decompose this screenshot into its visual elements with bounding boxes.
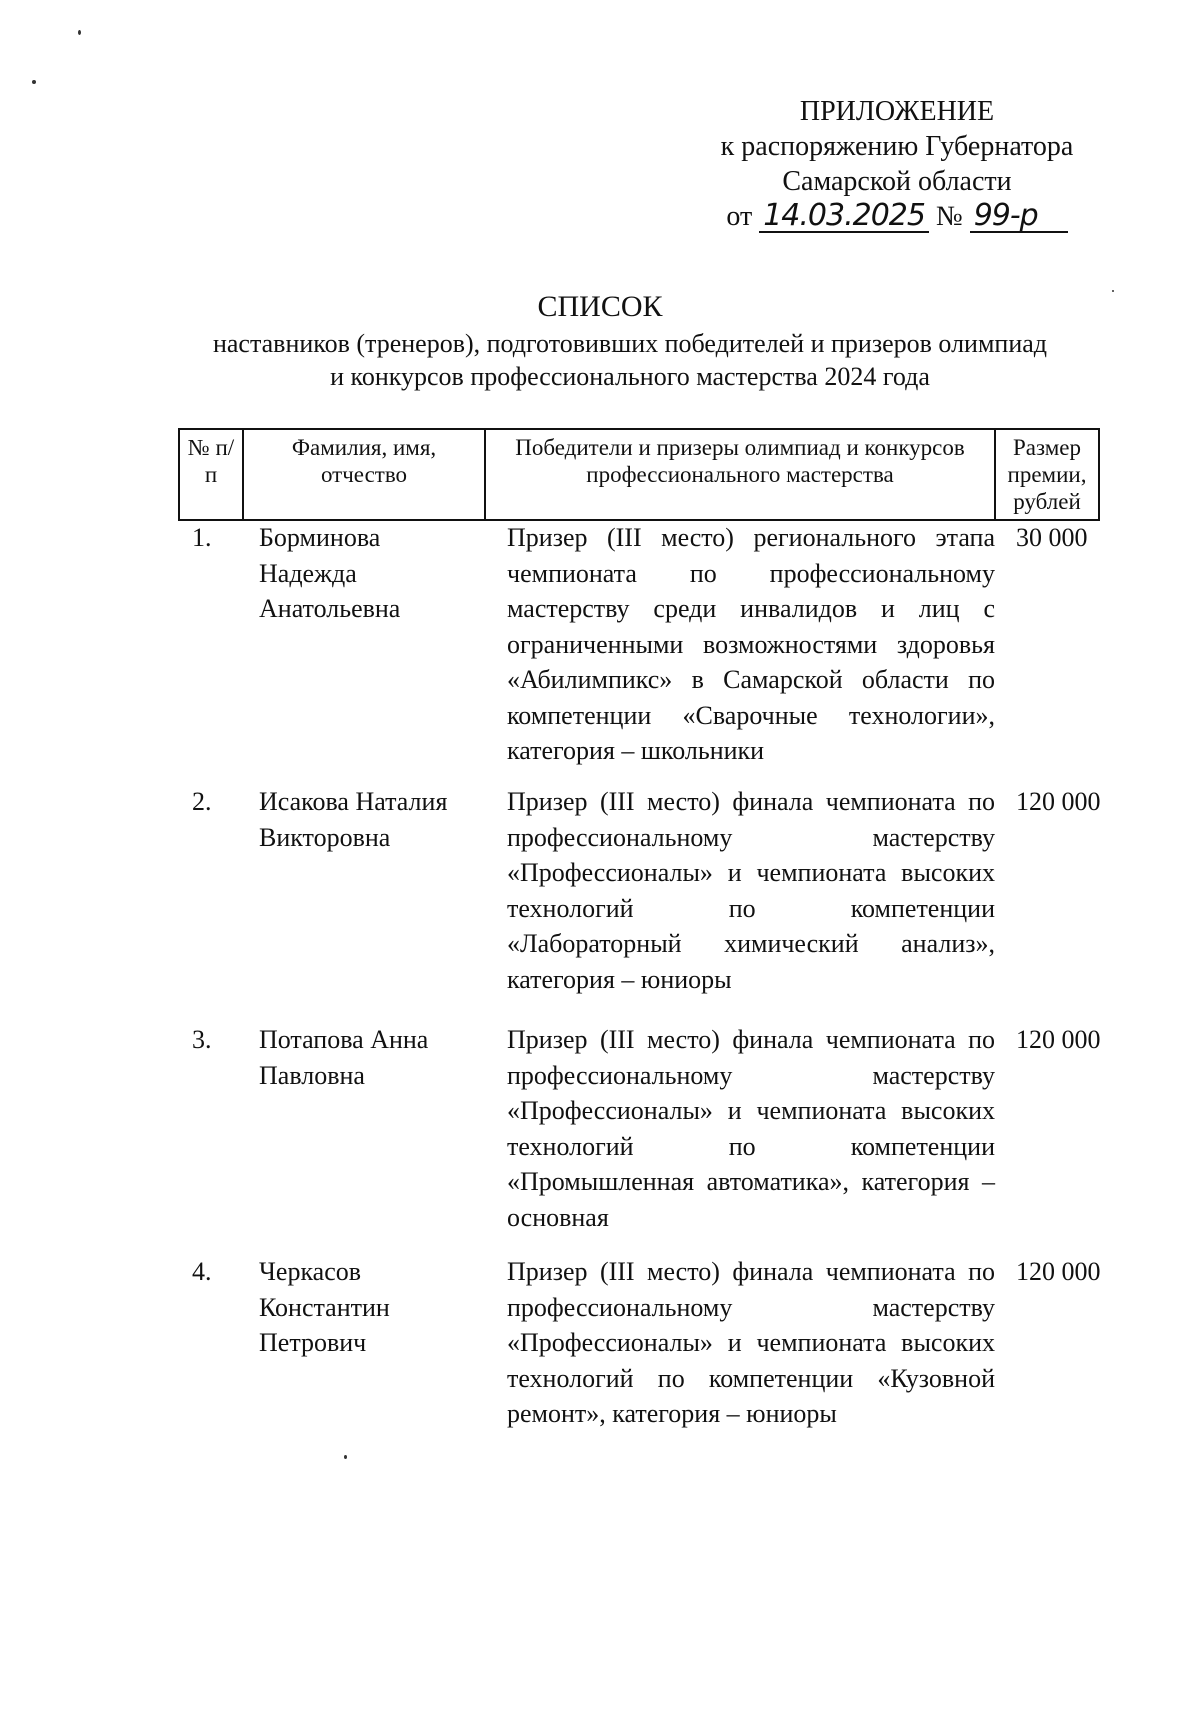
appendix-block <box>687 94 1107 234</box>
date-prefix: от <box>726 201 753 232</box>
appendix-line-2: Самарской области <box>782 166 1012 197</box>
header-winners: Победители и призеры олимпиад и конкурсов профессионального мастерства <box>485 429 995 520</box>
scan-speck <box>344 1455 347 1459</box>
row-number: 2. <box>192 787 212 816</box>
row-name: Потапова Анна Павловна <box>259 1025 429 1090</box>
row-name: Исакова Наталия Викторовна <box>259 787 448 852</box>
row-prize: 120 000 <box>1016 787 1101 816</box>
row-name: Борминова Надежда Анатольевна <box>259 523 401 623</box>
handwritten-date: 14.03.2025 <box>759 201 929 233</box>
row-prize: 120 000 <box>1016 1257 1101 1286</box>
scan-speck <box>78 30 81 35</box>
row-number: 3. <box>192 1025 212 1054</box>
header-num: № п/п <box>179 429 243 520</box>
row-description: Призер (III место) финала чемпионата по профессиональному мастерству «Профессионалы» и чемпионата высоких технологий по компетенции «Лабораторный химический анализ», категория – юниоры <box>507 787 995 994</box>
row-description: Призер (III место) финала чемпионата по профессиональному мастерству «Профессионалы» и чемпионата высоких технологий по компетенции «Промышленная автоматика», категория – основная <box>507 1025 995 1232</box>
document-subtitle <box>180 327 1080 393</box>
appendix-title: ПРИЛОЖЕНИЕ <box>799 96 995 127</box>
table-header <box>178 428 1100 521</box>
row-description: Призер (III место) финала чемпионата по профессиональному мастерству «Профессионалы» и чемпионата высоких технологий по компетенции «Кузовной ремонт», категория – юниоры <box>507 1257 995 1428</box>
number-sign: № <box>935 201 963 232</box>
scan-speck <box>32 80 36 84</box>
row-prize: 30 000 <box>1016 523 1088 552</box>
header-name: Фамилия, имя, отчество <box>243 429 485 520</box>
document-title: СПИСОК <box>537 290 663 323</box>
subtitle-line-1: наставников (тренеров), подготовивших победителей и призеров олимпиад <box>212 329 1048 358</box>
subtitle-line-2: и конкурсов профессионального мастерства 2024 года <box>330 362 930 391</box>
appendix-date-line <box>687 199 1107 234</box>
row-number: 1. <box>192 523 212 552</box>
row-name: Черкасов Константин Петрович <box>259 1257 390 1357</box>
row-number: 4. <box>192 1257 212 1286</box>
row-prize: 120 000 <box>1016 1025 1101 1054</box>
row-description: Призер (III место) регионального этапа чемпионата по профессиональному мастерству среди инвалидов и лиц с ограниченными возможностями здоровья «Абилимпикс» в Самарской области по компетенции «Сварочные технологии», категория – школьники <box>507 523 995 765</box>
header-prize: Размер премии, рублей <box>995 429 1099 520</box>
handwritten-number: 99-р <box>970 201 1068 233</box>
appendix-line-1: к распоряжению Губернатора <box>720 131 1074 162</box>
